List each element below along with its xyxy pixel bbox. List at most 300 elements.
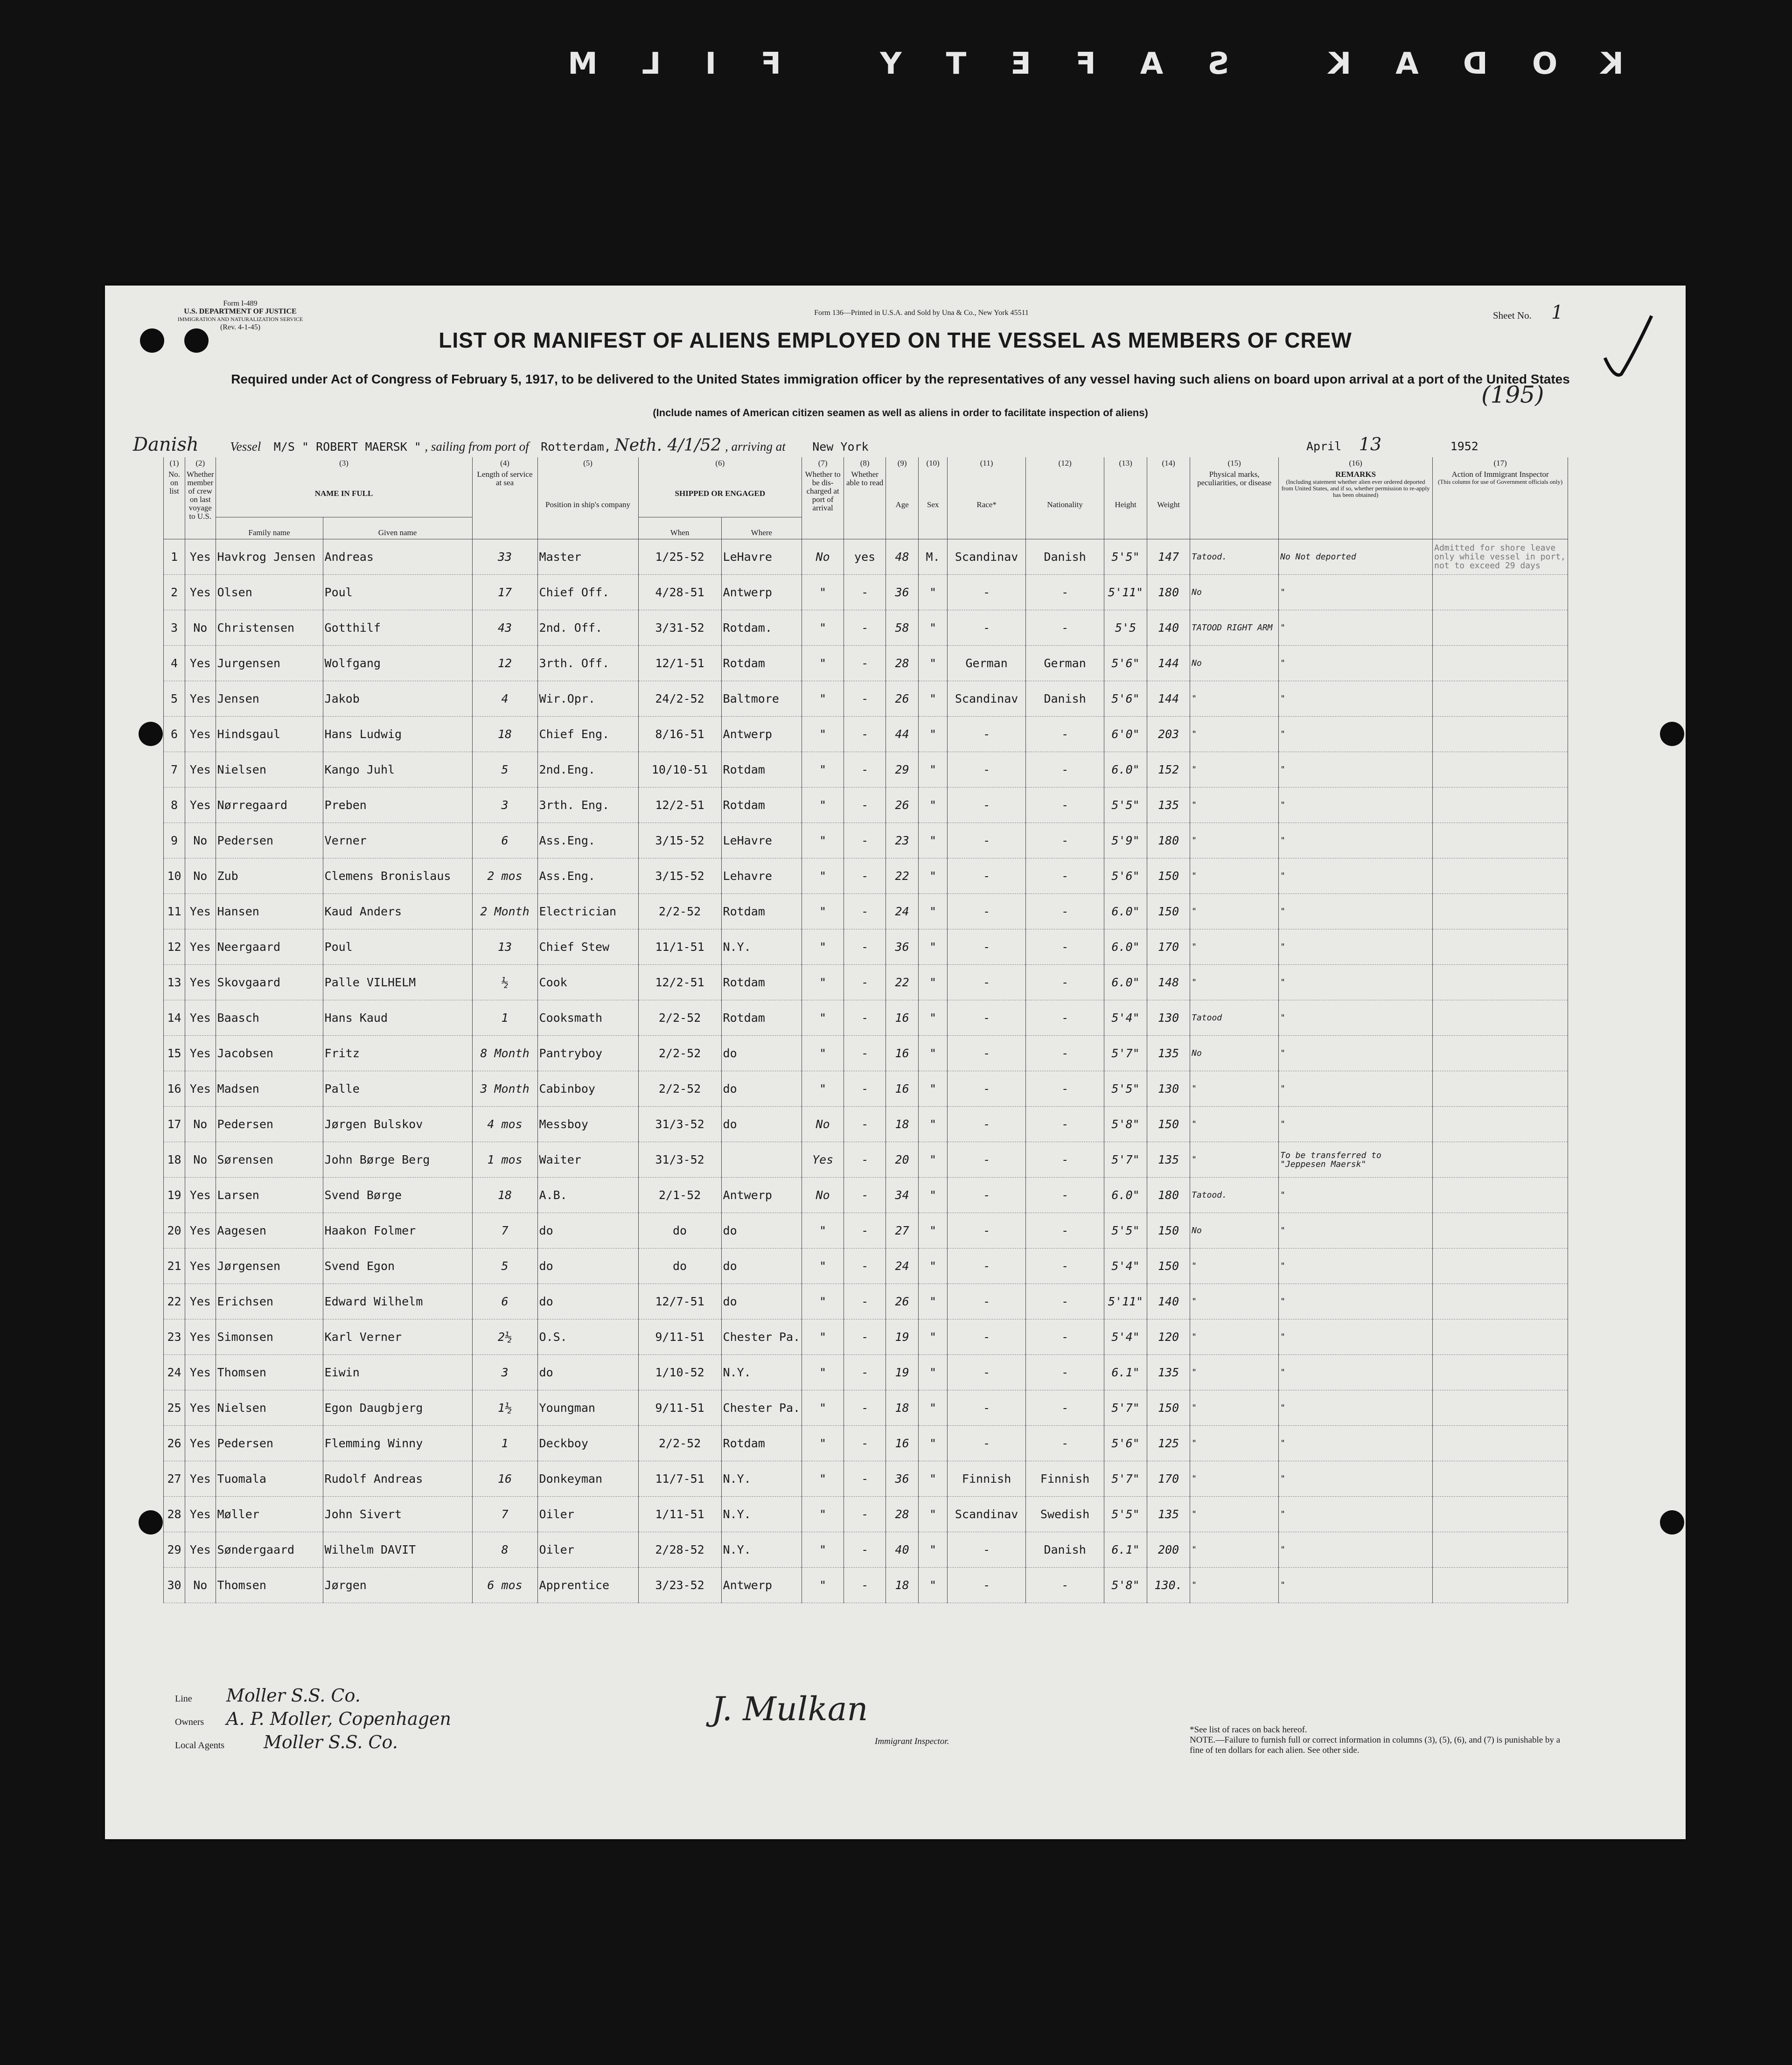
cell-nationality: German	[1026, 646, 1104, 681]
cell-list-number: 11	[164, 894, 185, 929]
cell-family-name: Madsen	[216, 1071, 323, 1107]
cell-sex: "	[919, 717, 948, 752]
cell-able-to-read: -	[844, 965, 886, 1000]
cell-age: 22	[886, 965, 919, 1000]
cell-list-number: 16	[164, 1071, 185, 1107]
cell-position: Waiter	[537, 1142, 638, 1178]
header-nationality: Nationality	[1026, 468, 1104, 539]
cell-nationality: -	[1026, 929, 1104, 965]
cell-race: -	[948, 1390, 1026, 1426]
cell-remarks: "	[1279, 1000, 1433, 1036]
cell-inspector-action	[1433, 1461, 1568, 1497]
cell-physical-marks: "	[1190, 894, 1279, 929]
cell-family-name: Møller	[216, 1497, 323, 1532]
cell-race: German	[948, 646, 1026, 681]
cell-service-length: 2½	[472, 1319, 537, 1355]
cell-inspector-action	[1433, 575, 1568, 610]
cell-physical-marks: "	[1190, 858, 1279, 894]
cell-physical-marks: Tatood	[1190, 1000, 1279, 1036]
cell-nationality: Swedish	[1026, 1497, 1104, 1532]
cell-last-voyage: Yes	[185, 929, 216, 965]
cell-last-voyage: Yes	[185, 1532, 216, 1568]
cell-discharged: "	[802, 1568, 844, 1603]
cell-race: -	[948, 717, 1026, 752]
cell-age: 36	[886, 929, 919, 965]
header-remarks	[1279, 468, 1433, 539]
header-given-name: Given name	[323, 517, 472, 539]
cell-shipped-where: do	[721, 1107, 802, 1142]
cell-shipped-where: LeHavre	[721, 539, 802, 575]
cell-family-name: Sørensen	[216, 1142, 323, 1178]
cell-sex: "	[919, 1355, 948, 1390]
cell-nationality: -	[1026, 1178, 1104, 1213]
cell-shipped-where: Rotdam	[721, 1000, 802, 1036]
cell-physical-marks: No	[1190, 575, 1279, 610]
column-number: (13)	[1104, 457, 1147, 468]
cell-inspector-action	[1433, 965, 1568, 1000]
header-age: Age	[886, 468, 919, 539]
vessel-line	[133, 434, 869, 455]
page-subnote: (Include names of American citizen seamen as well as aliens in order to facilitate inspection of aliens)	[653, 407, 1148, 419]
arrival-date	[1306, 434, 1478, 454]
header-discharged: Whether to be dis-charged at port of arrival	[802, 468, 844, 539]
cell-shipped-when: 8/16-51	[638, 717, 721, 752]
cell-sex: "	[919, 646, 948, 681]
table-row	[164, 965, 1568, 1000]
cell-discharged: "	[802, 681, 844, 717]
cell-given-name: Eiwin	[323, 1355, 472, 1390]
cell-family-name: Neergaard	[216, 929, 323, 965]
cell-last-voyage: Yes	[185, 1319, 216, 1355]
cell-last-voyage: Yes	[185, 539, 216, 575]
cell-race: -	[948, 1355, 1026, 1390]
cell-shipped-where: Chester Pa.	[721, 1390, 802, 1426]
cell-nationality: -	[1026, 1142, 1104, 1178]
cell-remarks: "	[1279, 752, 1433, 788]
cell-age: 36	[886, 1461, 919, 1497]
cell-shipped-when: 2/2-52	[638, 1426, 721, 1461]
cell-age: 26	[886, 1284, 919, 1319]
cell-weight: 130.	[1147, 1568, 1190, 1603]
cell-able-to-read: -	[844, 1284, 886, 1319]
punch-hole	[139, 722, 163, 746]
header-race: Race*	[948, 468, 1026, 539]
cell-given-name: Jørgen	[323, 1568, 472, 1603]
cell-physical-marks: "	[1190, 788, 1279, 823]
cell-given-name: Hans Ludwig	[323, 717, 472, 752]
cell-physical-marks: "	[1190, 717, 1279, 752]
cell-given-name: Svend Børge	[323, 1178, 472, 1213]
cell-able-to-read: -	[844, 823, 886, 858]
cell-list-number: 1	[164, 539, 185, 575]
cell-height: 6.0"	[1104, 965, 1147, 1000]
cell-weight: 147	[1147, 539, 1190, 575]
header-position: Position in ship's company	[537, 468, 638, 539]
cell-service-length: 13	[472, 929, 537, 965]
cell-service-length: 7	[472, 1213, 537, 1249]
cell-family-name: Nørregaard	[216, 788, 323, 823]
cell-given-name: Kango Juhl	[323, 752, 472, 788]
cell-able-to-read: -	[844, 858, 886, 894]
cell-last-voyage: Yes	[185, 1426, 216, 1461]
table-row	[164, 539, 1568, 575]
cell-inspector-action	[1433, 1426, 1568, 1461]
cell-given-name: Palle	[323, 1071, 472, 1107]
cell-sex: "	[919, 1071, 948, 1107]
cell-inspector-action	[1433, 1319, 1568, 1355]
cell-age: 22	[886, 858, 919, 894]
cell-weight: 120	[1147, 1319, 1190, 1355]
cell-given-name: Kaud Anders	[323, 894, 472, 929]
cell-height: 5'7"	[1104, 1036, 1147, 1071]
sheet-label: Sheet No.	[1493, 310, 1532, 321]
cell-sex: "	[919, 1568, 948, 1603]
cell-discharged: "	[802, 610, 844, 646]
cell-nationality: Danish	[1026, 681, 1104, 717]
header-list-number: No. on list	[164, 468, 185, 539]
cell-age: 28	[886, 1497, 919, 1532]
cell-given-name: John Sivert	[323, 1497, 472, 1532]
cell-remarks: To be transferred to "Jeppesen Maersk"	[1279, 1142, 1433, 1178]
table-row	[164, 894, 1568, 929]
cell-nationality: -	[1026, 1355, 1104, 1390]
cell-shipped-where: Rotdam	[721, 965, 802, 1000]
cell-nationality: -	[1026, 1107, 1104, 1142]
cell-discharged: "	[802, 646, 844, 681]
cell-list-number: 30	[164, 1568, 185, 1603]
cell-list-number: 14	[164, 1000, 185, 1036]
cell-list-number: 21	[164, 1249, 185, 1284]
cell-shipped-when: 4/28-51	[638, 575, 721, 610]
cell-inspector-action	[1433, 1249, 1568, 1284]
cell-service-length: 16	[472, 1461, 537, 1497]
cell-family-name: Pedersen	[216, 1107, 323, 1142]
column-number: (11)	[948, 457, 1026, 468]
cell-height: 5'11"	[1104, 575, 1147, 610]
cell-inspector-action	[1433, 1000, 1568, 1036]
cell-shipped-when: do	[638, 1213, 721, 1249]
cell-sex: "	[919, 1426, 948, 1461]
cell-physical-marks: "	[1190, 1461, 1279, 1497]
cell-sex: "	[919, 965, 948, 1000]
cell-family-name: Thomsen	[216, 1355, 323, 1390]
column-number: (3)	[216, 457, 472, 468]
cell-shipped-where: Rotdam	[721, 1426, 802, 1461]
penalty-note: NOTE.—Failure to furnish full or correct information in columns (3), (5), (6), and (7) is punishable by a fine of ten dollars for each alien. See other side.	[1190, 1735, 1561, 1755]
cell-discharged: "	[802, 1532, 844, 1568]
departure-port: Rotterdam,	[541, 440, 611, 453]
cell-nationality: -	[1026, 1390, 1104, 1426]
cell-inspector-action	[1433, 1071, 1568, 1107]
cell-weight: 150	[1147, 1249, 1190, 1284]
cell-inspector-action: Admitted for shore leave only while vessel in port, not to exceed 29 days	[1433, 539, 1568, 575]
cell-sex: "	[919, 1107, 948, 1142]
table-row	[164, 929, 1568, 965]
cell-age: 26	[886, 788, 919, 823]
cell-age: 16	[886, 1036, 919, 1071]
cell-physical-marks: "	[1190, 929, 1279, 965]
cell-height: 5'5	[1104, 610, 1147, 646]
cell-last-voyage: Yes	[185, 1461, 216, 1497]
cell-remarks: "	[1279, 788, 1433, 823]
cell-discharged: "	[802, 1426, 844, 1461]
cell-height: 5'7"	[1104, 1142, 1147, 1178]
cell-nationality: -	[1026, 858, 1104, 894]
cell-remarks: "	[1279, 823, 1433, 858]
cell-shipped-when: 12/7-51	[638, 1284, 721, 1319]
cell-shipped-when: 3/31-52	[638, 610, 721, 646]
cell-race: -	[948, 894, 1026, 929]
cell-service-length: 8	[472, 1532, 537, 1568]
cell-shipped-when: 9/11-51	[638, 1390, 721, 1426]
table-row	[164, 1142, 1568, 1178]
header-family-name: Family name	[216, 517, 323, 539]
cell-inspector-action	[1433, 646, 1568, 681]
cell-remarks: "	[1279, 858, 1433, 894]
cell-list-number: 18	[164, 1142, 185, 1178]
cell-sex: "	[919, 1390, 948, 1426]
cell-family-name: Nielsen	[216, 1390, 323, 1426]
cell-discharged: "	[802, 1036, 844, 1071]
cell-physical-marks: No	[1190, 1213, 1279, 1249]
cell-remarks: "	[1279, 1213, 1433, 1249]
cell-family-name: Skovgaard	[216, 965, 323, 1000]
cell-race: -	[948, 929, 1026, 965]
cell-service-length: 4	[472, 681, 537, 717]
cell-given-name: Poul	[323, 575, 472, 610]
agency-name: U.S. DEPARTMENT OF JUSTICE	[184, 307, 297, 315]
cell-height: 6.0"	[1104, 929, 1147, 965]
column-number: (5)	[537, 457, 638, 468]
cell-given-name: Palle VILHELM	[323, 965, 472, 1000]
cell-last-voyage: No	[185, 823, 216, 858]
printer-line: Form 136—Printed in U.S.A. and Sold by Una & Co., New York 45511	[814, 309, 1029, 317]
film-edge-imprint: KODAK SAFETY FILM	[523, 47, 1624, 81]
cell-service-length: 1	[472, 1426, 537, 1461]
cell-remarks: "	[1279, 575, 1433, 610]
cell-sex: "	[919, 575, 948, 610]
cell-last-voyage: Yes	[185, 646, 216, 681]
cell-discharged: "	[802, 1000, 844, 1036]
cell-weight: 150	[1147, 1390, 1190, 1426]
footer-left	[175, 1685, 688, 1755]
punch-hole	[1660, 1510, 1684, 1535]
cell-given-name: Egon Daugbjerg	[323, 1390, 472, 1426]
cell-last-voyage: No	[185, 1142, 216, 1178]
cell-remarks: "	[1279, 1284, 1433, 1319]
header-remarks-title: REMARKS	[1335, 470, 1376, 479]
cell-shipped-where: LeHavre	[721, 823, 802, 858]
cell-last-voyage: Yes	[185, 894, 216, 929]
cell-physical-marks: "	[1190, 965, 1279, 1000]
cell-service-length: 17	[472, 575, 537, 610]
cell-given-name: Gotthilf	[323, 610, 472, 646]
cell-weight: 152	[1147, 752, 1190, 788]
table-row	[164, 788, 1568, 823]
cell-inspector-action	[1433, 894, 1568, 929]
cell-race: -	[948, 1284, 1026, 1319]
cell-inspector-action	[1433, 752, 1568, 788]
cell-shipped-where: Rotdam	[721, 788, 802, 823]
column-number: (9)	[886, 457, 919, 468]
cell-height: 6.0"	[1104, 752, 1147, 788]
cell-physical-marks: "	[1190, 681, 1279, 717]
cell-service-length: 8 Month	[472, 1036, 537, 1071]
cell-discharged: Yes	[802, 1142, 844, 1178]
cell-family-name: Hansen	[216, 894, 323, 929]
table-row	[164, 575, 1568, 610]
cell-position: do	[537, 1213, 638, 1249]
cell-weight: 150	[1147, 1107, 1190, 1142]
cell-position: Pantryboy	[537, 1036, 638, 1071]
cell-service-length: 33	[472, 539, 537, 575]
form-number: Form I-489	[223, 300, 258, 307]
cell-nationality: -	[1026, 1568, 1104, 1603]
cell-nationality: -	[1026, 788, 1104, 823]
cell-position: do	[537, 1355, 638, 1390]
table-row	[164, 1390, 1568, 1426]
cell-inspector-action	[1433, 858, 1568, 894]
cell-given-name: Andreas	[323, 539, 472, 575]
cell-sex: "	[919, 1142, 948, 1178]
cell-able-to-read: -	[844, 1319, 886, 1355]
cell-list-number: 19	[164, 1178, 185, 1213]
cell-physical-marks: "	[1190, 1568, 1279, 1603]
cell-inspector-action	[1433, 1142, 1568, 1178]
cell-service-length: 6 mos	[472, 1568, 537, 1603]
cell-race: -	[948, 610, 1026, 646]
cell-last-voyage: Yes	[185, 1178, 216, 1213]
table-row	[164, 1213, 1568, 1249]
cell-nationality: -	[1026, 1000, 1104, 1036]
cell-age: 16	[886, 1071, 919, 1107]
cell-list-number: 20	[164, 1213, 185, 1249]
cell-shipped-when: do	[638, 1249, 721, 1284]
cell-family-name: Pedersen	[216, 1426, 323, 1461]
cell-discharged: "	[802, 823, 844, 858]
cell-sex: "	[919, 1319, 948, 1355]
cell-sex: "	[919, 1461, 948, 1497]
table-row	[164, 1071, 1568, 1107]
cell-race: -	[948, 1532, 1026, 1568]
cell-last-voyage: No	[185, 1568, 216, 1603]
arrival-port: New York	[812, 440, 869, 453]
cell-sex: "	[919, 788, 948, 823]
cell-shipped-when: 12/2-51	[638, 788, 721, 823]
cell-able-to-read: -	[844, 681, 886, 717]
cell-inspector-action	[1433, 1390, 1568, 1426]
cell-service-length: 7	[472, 1497, 537, 1532]
table-row	[164, 1532, 1568, 1568]
cell-inspector-action	[1433, 1107, 1568, 1142]
cell-physical-marks: "	[1190, 1249, 1279, 1284]
header-sex: Sex	[919, 468, 948, 539]
cell-given-name: Jørgen Bulskov	[323, 1107, 472, 1142]
manifest-sheet	[105, 286, 1686, 1839]
sheet-number: 1	[1551, 302, 1563, 323]
cell-shipped-when: 11/1-51	[638, 929, 721, 965]
cell-age: 18	[886, 1390, 919, 1426]
cell-race: -	[948, 1178, 1026, 1213]
cell-last-voyage: Yes	[185, 965, 216, 1000]
cell-service-length: 5	[472, 1249, 537, 1284]
cell-given-name: Edward Wilhelm	[323, 1284, 472, 1319]
cell-weight: 144	[1147, 646, 1190, 681]
cell-age: 28	[886, 646, 919, 681]
cell-service-length: 2 mos	[472, 858, 537, 894]
cell-weight: 180	[1147, 575, 1190, 610]
cell-last-voyage: Yes	[185, 717, 216, 752]
cell-discharged: "	[802, 1071, 844, 1107]
cell-shipped-where: Rotdam	[721, 752, 802, 788]
cell-shipped-where: Antwerp	[721, 575, 802, 610]
cell-race: -	[948, 752, 1026, 788]
cell-discharged: "	[802, 1355, 844, 1390]
cell-weight: 170	[1147, 1461, 1190, 1497]
agents-value: Moller S.S. Co.	[264, 1732, 398, 1752]
cell-inspector-action	[1433, 681, 1568, 717]
cell-physical-marks: Tatood.	[1190, 539, 1279, 575]
cell-weight: 150	[1147, 894, 1190, 929]
column-number: (10)	[919, 457, 948, 468]
cell-inspector-action	[1433, 1284, 1568, 1319]
cell-sex: "	[919, 1284, 948, 1319]
cell-shipped-where: N.Y.	[721, 929, 802, 965]
cell-able-to-read: -	[844, 610, 886, 646]
column-number: (14)	[1147, 457, 1190, 468]
cell-position: Youngman	[537, 1390, 638, 1426]
cell-given-name: Wilhelm DAVIT	[323, 1532, 472, 1568]
cell-given-name: Verner	[323, 823, 472, 858]
page-subtitle: Required under Act of Congress of February 5, 1917, to be delivered to the United States immigration officer by the representatives of any vessel having such aliens on board upon arrival at a port of the United States	[231, 372, 1570, 386]
cell-last-voyage: Yes	[185, 1071, 216, 1107]
cell-age: 58	[886, 610, 919, 646]
cell-service-length: 43	[472, 610, 537, 646]
cell-position: O.S.	[537, 1319, 638, 1355]
header-last-voyage: Whether member of crew on last voyage to U.S.	[185, 468, 216, 539]
cell-service-length: 3 Month	[472, 1071, 537, 1107]
arrival-month: April	[1306, 440, 1342, 453]
cell-age: 18	[886, 1568, 919, 1603]
cell-shipped-when: 24/2-52	[638, 681, 721, 717]
cell-physical-marks: Tatood.	[1190, 1178, 1279, 1213]
cell-discharged: "	[802, 752, 844, 788]
header-where: Where	[721, 517, 802, 539]
cell-last-voyage: No	[185, 610, 216, 646]
owners-label: Owners	[175, 1717, 204, 1727]
table-row	[164, 1178, 1568, 1213]
cell-last-voyage: Yes	[185, 1390, 216, 1426]
cell-age: 26	[886, 681, 919, 717]
cell-shipped-when: 2/1-52	[638, 1178, 721, 1213]
cell-physical-marks: "	[1190, 1071, 1279, 1107]
cell-shipped-when: 2/2-52	[638, 1000, 721, 1036]
table-row	[164, 1319, 1568, 1355]
cell-family-name: Tuomala	[216, 1461, 323, 1497]
service-name: IMMIGRATION AND NATURALIZATION SERVICE	[177, 316, 303, 322]
cell-sex: "	[919, 1249, 948, 1284]
cell-able-to-read: -	[844, 929, 886, 965]
cell-service-length: 5	[472, 752, 537, 788]
cell-list-number: 23	[164, 1319, 185, 1355]
cell-family-name: Thomsen	[216, 1568, 323, 1603]
cell-position: 3rth. Eng.	[537, 788, 638, 823]
cell-weight: 135	[1147, 1142, 1190, 1178]
cell-list-number: 25	[164, 1390, 185, 1426]
cell-inspector-action	[1433, 1497, 1568, 1532]
cell-nationality: Danish	[1026, 1532, 1104, 1568]
cell-height: 5'8"	[1104, 1107, 1147, 1142]
